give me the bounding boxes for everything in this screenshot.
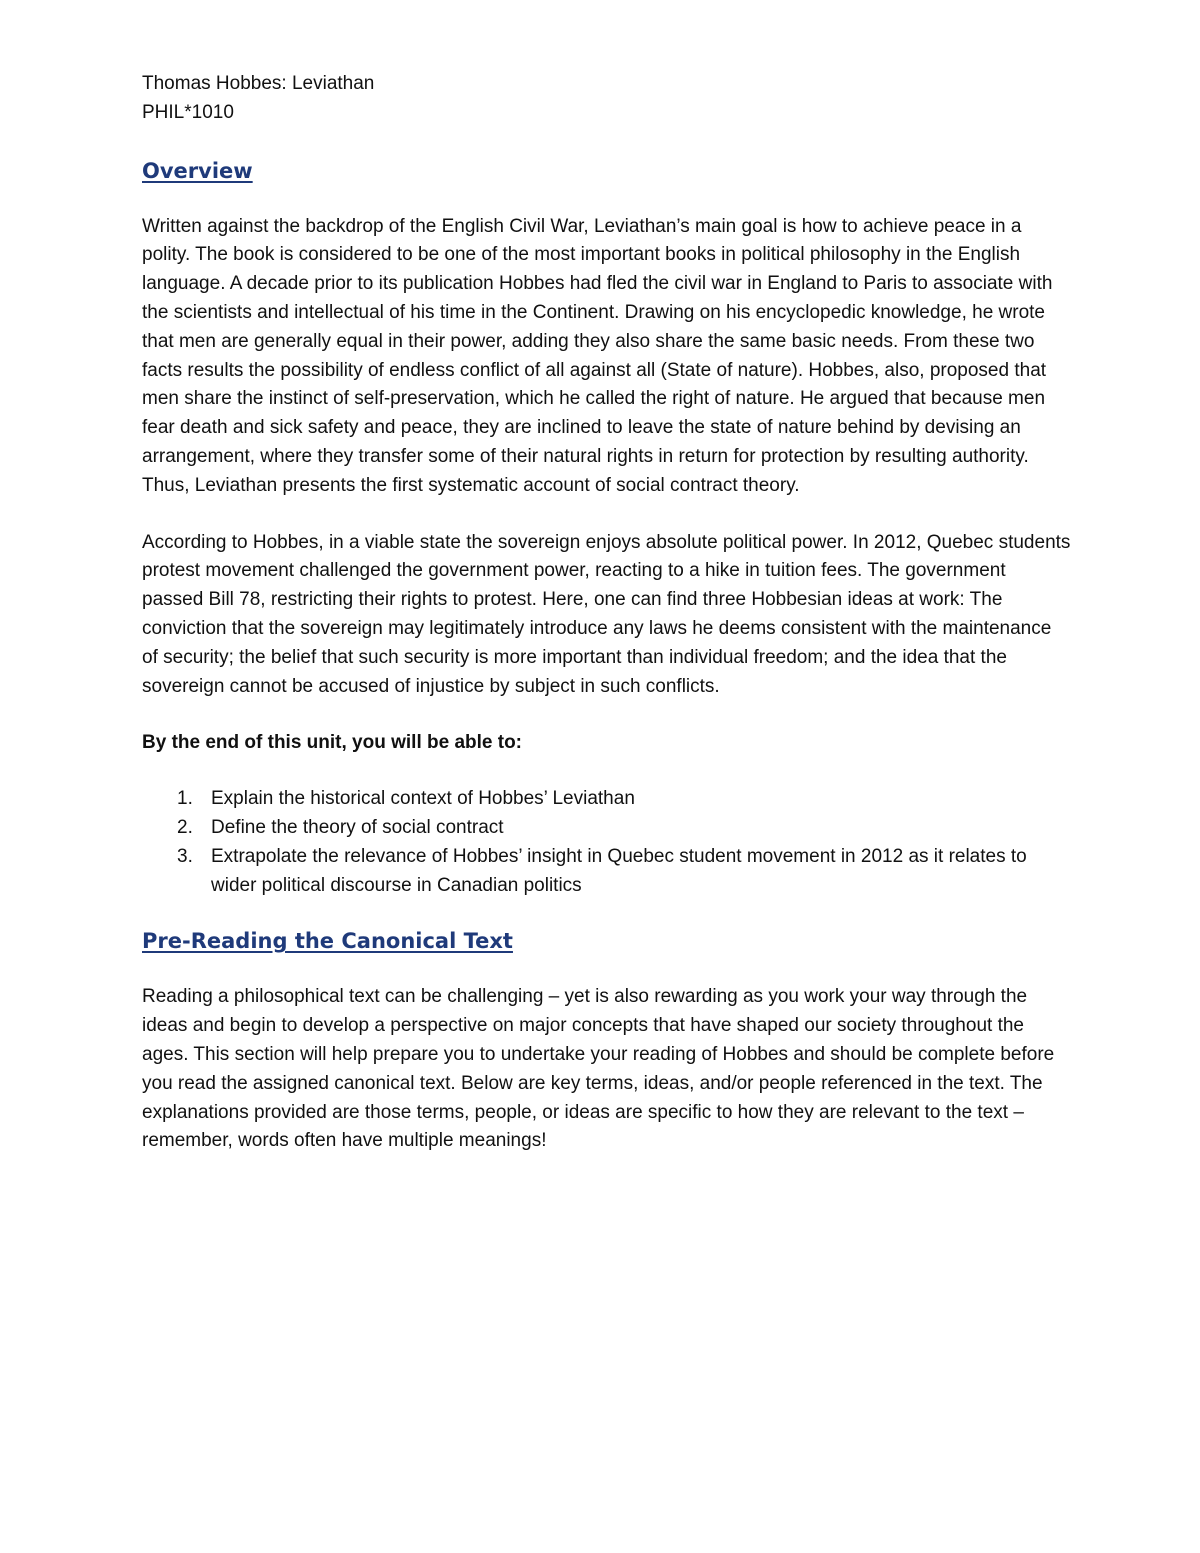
objective-text: Define the theory of social contract: [211, 816, 504, 838]
overview-heading: Overview: [142, 158, 253, 183]
objective-number: 1.: [177, 788, 193, 810]
course-code: PHIL*1010: [142, 101, 234, 123]
objective-item: [142, 785, 1072, 814]
objective-text: Explain the historical context of Hobbes’ Leviathan: [211, 788, 635, 810]
document-body: [142, 70, 1072, 1156]
objective-item: [142, 814, 1072, 843]
document-title: Thomas Hobbes: Leviathan: [142, 73, 375, 94]
objective-item: [142, 843, 1072, 901]
overview-paragraph-1: Written against the backdrop of the English Civil War, Leviathan’s main goal is how to achieve peace in a polity. The book is considered to be one of the most important books in political philosophy in the English language. A decade prior to its publication Hobbes had fled the civil war in England to Paris to associate with the scientists and intellectual of his time in the Continent. Drawing on his encyclopedic knowledge, he wrote that men are generally equal in their power, adding they also share the same basic needs. From these two facts results the possibility of endless conflict of all against all (State of nature). Hobbes, also, proposed that men share the instinct of self-preservation, which he called the right of nature. He argued that because men fear death and sick safety and peace, they are inclined to leave the state of nature behind by devising an arrangement, where they transfer some of their natural rights in return for protection by resulting authority. Thus, Leviathan presents the first systematic account of social contract theory.: [142, 215, 1053, 496]
prereading-paragraph: Reading a philosophical text can be challenging – yet is also rewarding as you work your way through the ideas and begin to develop a perspective on major concepts that have shaped our society throughout the ages. This section will help prepare you to undertake your reading of Hobbes and should be complete before you read the assigned canonical text. Below are key terms, ideas, and/or people referenced in the text. The explanations provided are those terms, people, or ideas are specific to how they are relevant to the text – remember, words often have multiple meanings!: [142, 986, 1055, 1152]
objectives-intro: By the end of this unit, you will be able to:: [142, 732, 523, 754]
objective-text: Extrapolate the relevance of Hobbes’ insight in Quebec student movement in 2012 as it relates to wider political discourse in Canadian politics: [211, 845, 1027, 896]
objective-number: 3.: [177, 845, 193, 867]
overview-paragraph-2: According to Hobbes, in a viable state the sovereign enjoys absolute political power. In 2012, Quebec students protest movement challenged the government power, reacting to a hike in tuition fees. The government passed Bill 78, restricting their rights to protest. Here, one can find three Hobbesian ideas at work: The conviction that the sovereign may legitimately introduce any laws he deems consistent with the maintenance of security; the belief that such security is more important than individual freedom; and the idea that the sovereign cannot be accused of injustice by subject in such conflicts.: [142, 531, 1071, 697]
prereading-heading: Pre-Reading the Canonical Text: [142, 929, 513, 954]
objective-number: 2.: [177, 816, 193, 838]
objectives-list: [142, 785, 1072, 900]
